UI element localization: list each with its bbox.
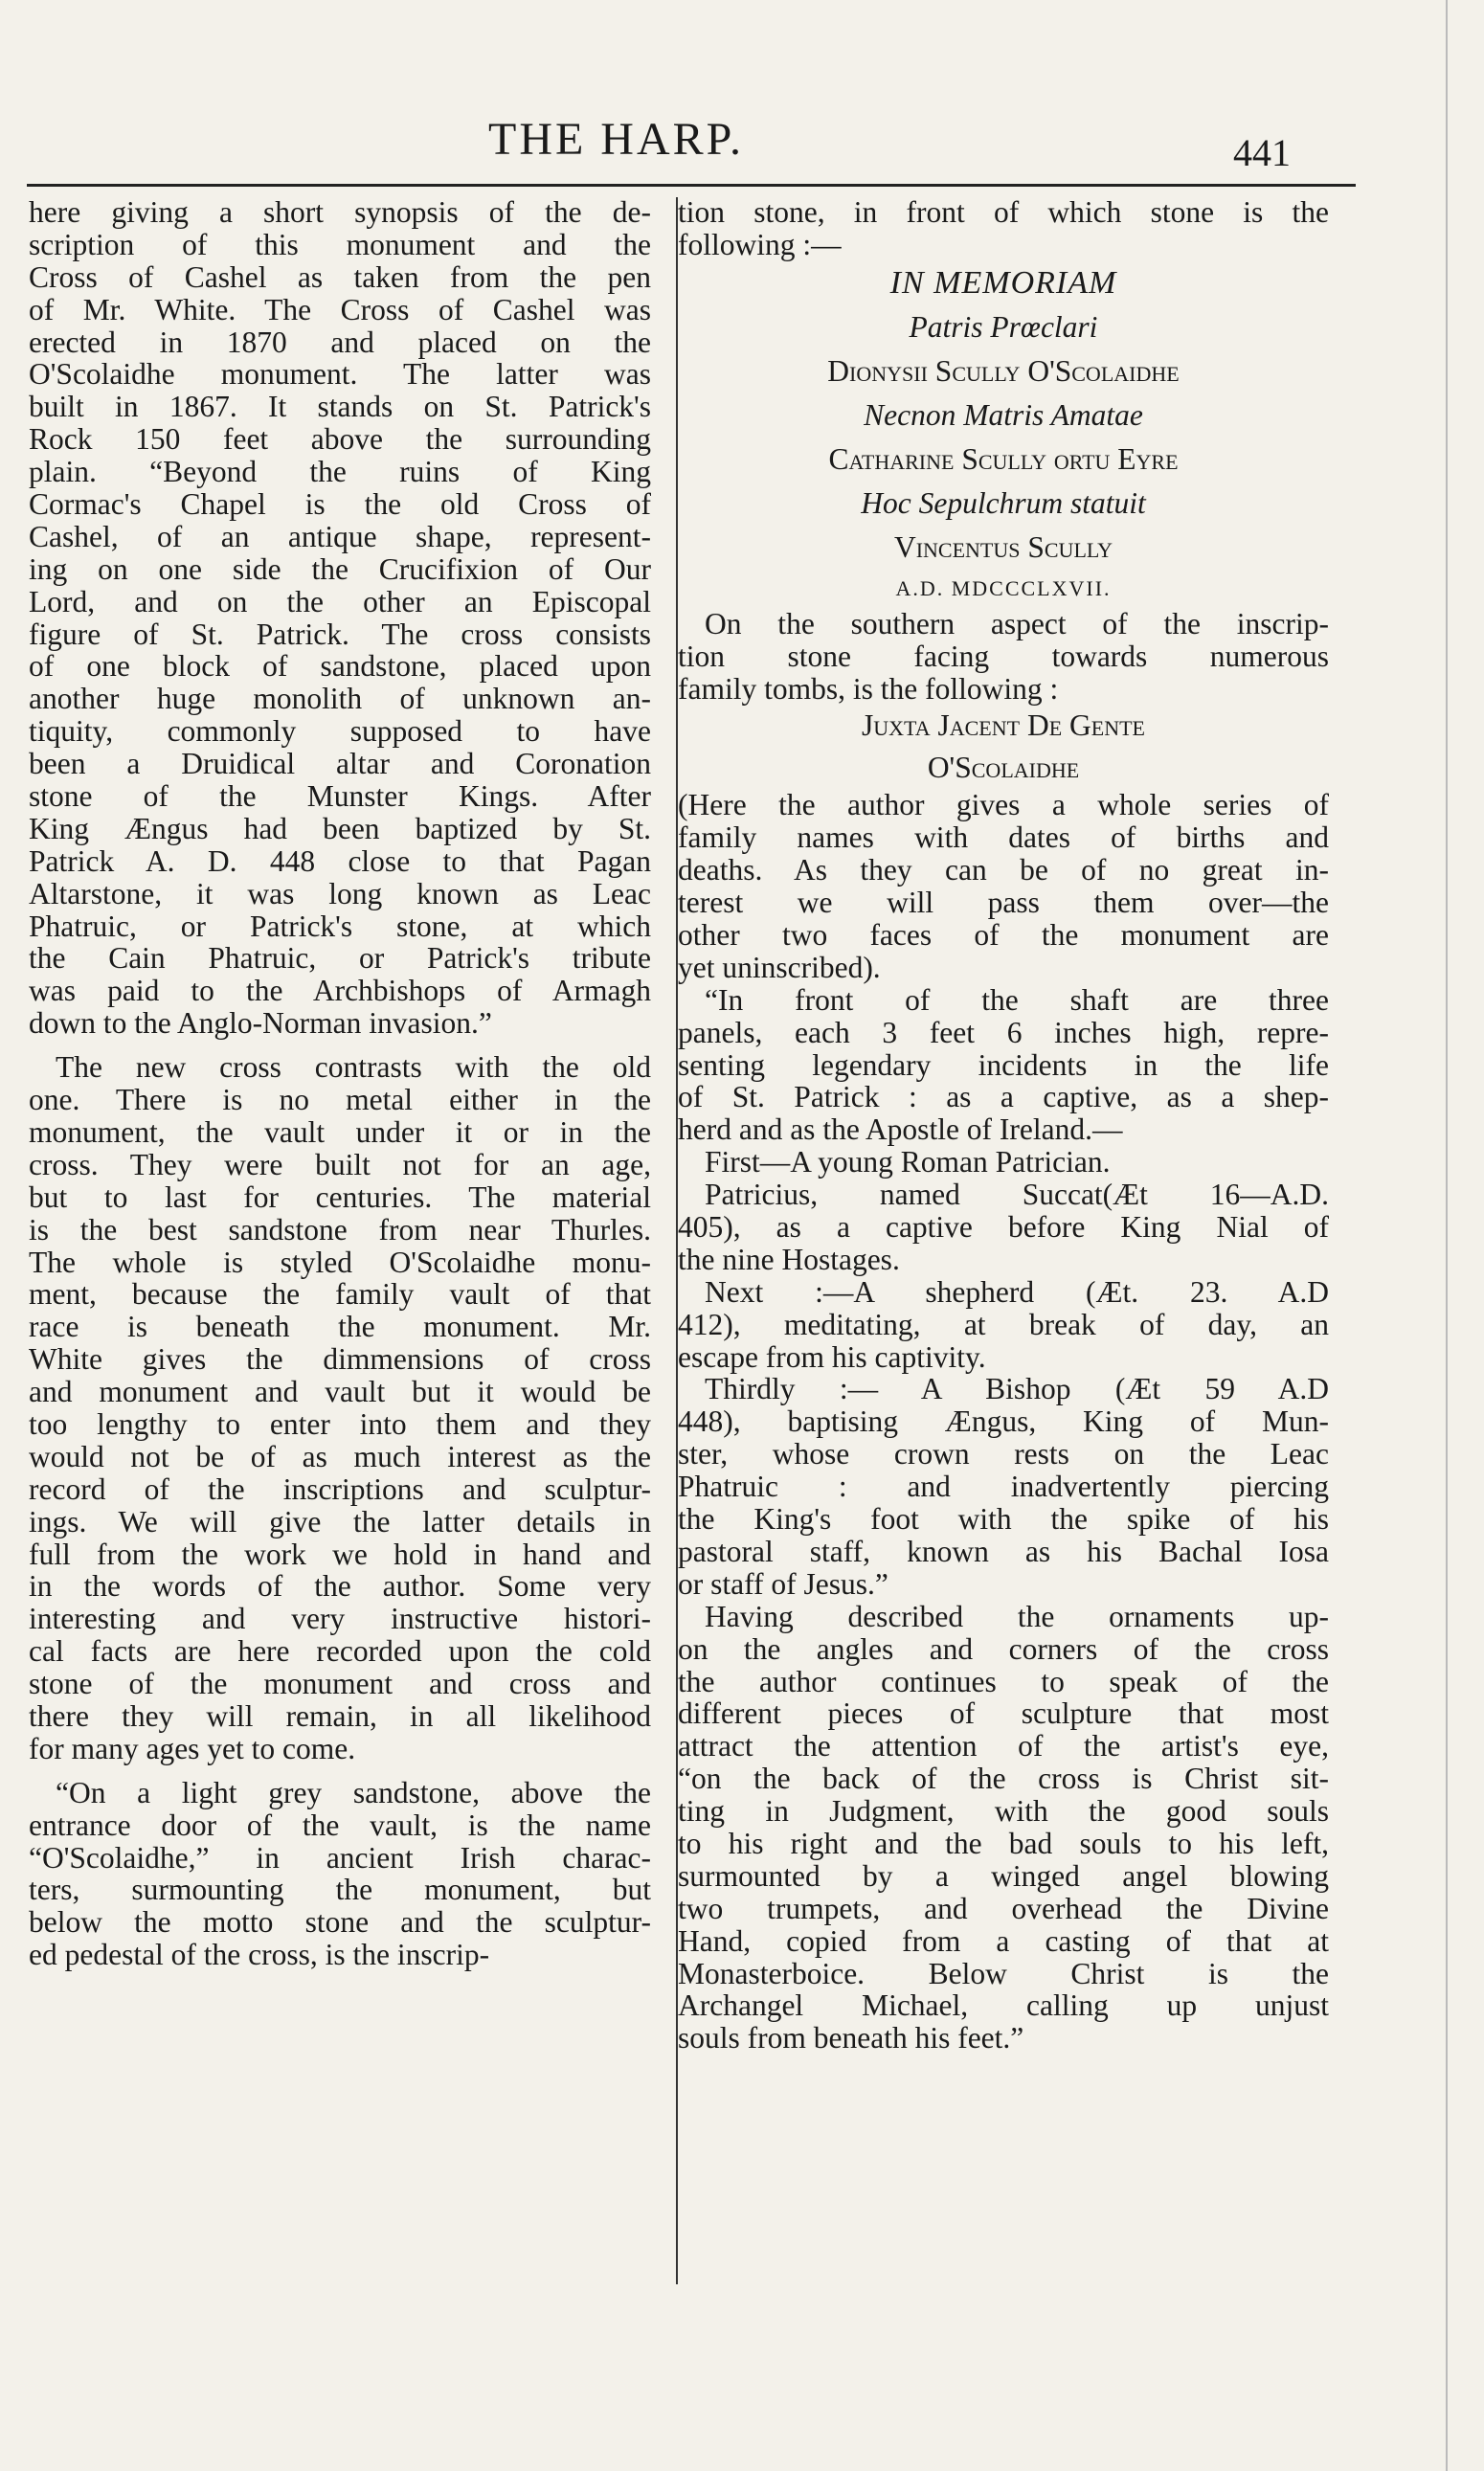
paragraph-gap bbox=[29, 1765, 651, 1777]
text-line: First—A young Roman Patrician. bbox=[705, 1145, 1111, 1179]
text-line: for many ages yet to come. bbox=[29, 1731, 356, 1765]
text-line: ters, surmounting the monument, but bbox=[29, 1873, 651, 1907]
text-line: but to last for centuries. The material bbox=[29, 1179, 651, 1214]
text-line: attract the attention of the artist's eye, bbox=[678, 1729, 1329, 1763]
text-line: Cashel, of an antique shape, represent- bbox=[29, 519, 651, 553]
text-line: tion stone facing towards numerous bbox=[678, 639, 1329, 673]
text-line: plain. “Beyond the ruins of King bbox=[29, 455, 651, 489]
text-line: deaths. As they can be of no great in- bbox=[678, 853, 1329, 887]
header-rule bbox=[27, 184, 1356, 187]
text-line: cal facts are here recorded upon the cold bbox=[29, 1634, 651, 1669]
text-line: been a Druidical altar and Coronation bbox=[29, 747, 651, 781]
text-line: Lord, and on the other an Episcopal bbox=[29, 584, 651, 618]
text-line: Phatruic : and inadvertently piercing bbox=[678, 1470, 1329, 1504]
text-line: Altarstone, it was long known as Leac bbox=[29, 876, 651, 910]
text-line: and monument and vault but it would be bbox=[29, 1375, 651, 1409]
text-line: cross. They were built not for an age, bbox=[29, 1147, 651, 1181]
text-line: one. There is no metal either in the bbox=[29, 1083, 651, 1117]
text-line: following :— bbox=[678, 227, 842, 261]
text-line: Patricius, named Succat(Æt 16—A.D. bbox=[705, 1178, 1329, 1212]
text-line: family names with dates of births and bbox=[678, 820, 1329, 855]
text-line: different pieces of sculpture that most bbox=[678, 1696, 1329, 1731]
text-line: two trumpets, and overhead the Divine bbox=[678, 1891, 1329, 1925]
text-line: White gives the dimmensions of cross bbox=[29, 1342, 651, 1377]
text-line: the Cain Phatruic, or Patrick's tribute bbox=[29, 941, 651, 976]
text-line: yet uninscribed). bbox=[678, 950, 881, 984]
text-line: On the southern aspect of the inscrip- bbox=[705, 606, 1329, 640]
text-line: family tombs, is the following : bbox=[678, 671, 1059, 706]
text-line: herd and as the Apostle of Ireland.— bbox=[678, 1112, 1123, 1147]
text-line: Cross of Cashel as taken from the pen bbox=[29, 259, 651, 294]
text-line: The whole is styled O'Scolaidhe monu- bbox=[29, 1245, 651, 1279]
text-line: Patrick A. D. 448 close to that Pagan bbox=[29, 843, 651, 878]
text-line: full from the work we hold in hand and bbox=[29, 1537, 651, 1571]
page-title: THE HARP. bbox=[488, 114, 745, 165]
text-line: the nine Hostages. bbox=[678, 1242, 900, 1276]
text-line: “O'Scolaidhe,” in ancient Irish charac- bbox=[29, 1840, 651, 1875]
text-line: erected in 1870 and placed on the bbox=[29, 325, 651, 359]
text-line: 405), as a captive before King Nial of bbox=[678, 1210, 1329, 1245]
text-line: tiquity, commonly supposed to have bbox=[29, 714, 651, 749]
text-line: Thirdly :— A Bishop (Æt 59 A.D bbox=[705, 1372, 1329, 1406]
text-line: surmounted by a winged angel blowing bbox=[678, 1858, 1329, 1893]
text-line: escape from his captivity. bbox=[678, 1339, 986, 1374]
text-line: entrance door of the vault, is the name bbox=[29, 1808, 651, 1842]
memoriam-line: Dionysii Scully O'Scolaidhe bbox=[827, 353, 1180, 388]
text-line: too lengthy to enter into them and they bbox=[29, 1406, 651, 1441]
text-line: pastoral staff, known as his Bachal Iosa bbox=[678, 1534, 1329, 1568]
text-line: terest we will pass them over—the bbox=[678, 886, 1329, 920]
memoriam-line: Catharine Scully ortu Eyre bbox=[828, 441, 1179, 476]
right-column bbox=[678, 196, 1329, 2055]
left-column bbox=[29, 196, 651, 1971]
text-line: built in 1867. It stands on St. Patrick's bbox=[29, 390, 651, 424]
text-line: ment, because the family vault of that bbox=[29, 1277, 651, 1312]
text-line: the King's foot with the spike of his bbox=[678, 1502, 1329, 1537]
right-column-mid bbox=[678, 608, 1329, 706]
page-edge bbox=[1446, 0, 1448, 2471]
text-line: Next :—A shepherd (Æt. 23. A.D bbox=[705, 1274, 1329, 1309]
text-line: of St. Patrick : as a captive, as a shep- bbox=[678, 1080, 1329, 1114]
text-line: The new cross contrasts with the old bbox=[56, 1050, 651, 1085]
text-line: Monasterboice. Below Christ is the bbox=[678, 1956, 1329, 1990]
text-line: “In front of the shaft are three bbox=[705, 982, 1329, 1017]
text-line: 412), meditating, at break of day, an bbox=[678, 1307, 1329, 1341]
text-line: of Mr. White. The Cross of Cashel was bbox=[29, 292, 651, 326]
text-line: monument, the vault under it or in the bbox=[29, 1114, 651, 1149]
text-line: there they will remain, in all likelihood bbox=[29, 1698, 651, 1733]
text-line: another huge monolith of unknown an- bbox=[29, 682, 651, 716]
memoriam-date: A.D. MDCCCLXVII. bbox=[895, 575, 1112, 600]
text-line: “on the back of the cross is Christ sit- bbox=[678, 1762, 1329, 1796]
text-line: of one block of sandstone, placed upon bbox=[29, 649, 651, 684]
text-line: senting legendary incidents in the life bbox=[678, 1047, 1329, 1082]
text-line: interesting and very instructive histori- bbox=[29, 1602, 651, 1636]
text-line: is the best sandstone from near Thurles. bbox=[29, 1212, 651, 1247]
text-line: scription of this monument and the bbox=[29, 227, 651, 261]
text-line: other two faces of the monument are bbox=[678, 918, 1329, 953]
memoriam-title: IN MEMORIAM bbox=[889, 264, 1117, 301]
text-line: down to the Anglo-Norman invasion.” bbox=[29, 1006, 492, 1041]
text-line: to his right and the bad souls to his left, bbox=[678, 1826, 1329, 1860]
text-line: below the motto stone and the sculptur- bbox=[29, 1905, 651, 1940]
memoriam-line: Vincentus Scully bbox=[893, 529, 1113, 564]
text-line: Rock 150 feet above the surrounding bbox=[29, 422, 651, 457]
text-line: souls from beneath his feet.” bbox=[678, 2021, 1024, 2055]
text-line: on the angles and corners of the cross bbox=[678, 1631, 1329, 1666]
text-line: race is beneath the monument. Mr. bbox=[29, 1310, 651, 1344]
text-line: here giving a short synopsis of the de- bbox=[29, 195, 651, 229]
text-line: would not be of as much interest as the bbox=[29, 1439, 651, 1473]
text-line: stone of the Munster Kings. After bbox=[29, 779, 651, 814]
text-line: “On a light grey sandstone, above the bbox=[56, 1775, 651, 1809]
text-line: in the words of the author. Some very bbox=[29, 1569, 651, 1604]
right-column-rest bbox=[678, 789, 1329, 2055]
right-column-intro bbox=[678, 196, 1329, 261]
page-number: 441 bbox=[1233, 131, 1291, 174]
text-line: Phatruic, or Patrick's stone, at which bbox=[29, 909, 651, 943]
text-line: (Here the author gives a whole series of bbox=[678, 788, 1329, 822]
memoriam-line: Patris Prœclari bbox=[909, 309, 1098, 344]
text-line: figure of St. Patrick. The cross consists bbox=[29, 617, 651, 651]
memoriam-line: Necnon Matris Amatae bbox=[864, 397, 1143, 432]
latin-inscription-line: O'Scolaidhe bbox=[927, 751, 1080, 785]
latin-inscription-line: Juxta Jacent De Gente bbox=[862, 708, 1145, 743]
text-line: Having described the ornaments up- bbox=[705, 1599, 1329, 1633]
text-line: Cormac's Chapel is the old Cross of bbox=[29, 487, 651, 522]
memoriam-line: Hoc Sepulchrum statuit bbox=[861, 485, 1146, 520]
text-line: Hand, copied from a casting of that at bbox=[678, 1923, 1329, 1958]
text-line: ings. We will give the latter details in bbox=[29, 1504, 651, 1539]
text-line: Archangel Michael, calling up unjust bbox=[678, 1988, 1329, 2023]
text-line: ster, whose crown rests on the Leac bbox=[678, 1437, 1329, 1471]
text-line: O'Scolaidhe monument. The latter was bbox=[29, 357, 651, 392]
text-line: ed pedestal of the cross, is the inscrip- bbox=[29, 1938, 490, 1972]
text-line: record of the inscriptions and sculptur- bbox=[29, 1471, 651, 1506]
text-line: ing on one side the Crucifixion of Our bbox=[29, 551, 651, 586]
text-line: the author continues to speak of the bbox=[678, 1664, 1329, 1698]
text-line: ting in Judgment, with the good souls bbox=[678, 1794, 1329, 1829]
text-line: or staff of Jesus.” bbox=[678, 1566, 888, 1601]
text-line: panels, each 3 feet 6 inches high, repre- bbox=[678, 1015, 1329, 1049]
text-line: 448), baptising Ængus, King of Mun- bbox=[678, 1404, 1329, 1439]
text-line: stone of the monument and cross and bbox=[29, 1667, 651, 1701]
text-line: tion stone, in front of which stone is the bbox=[678, 195, 1329, 229]
text-line: was paid to the Archbishops of Armagh bbox=[29, 974, 651, 1008]
text-line: King Ængus had been baptized by St. bbox=[29, 811, 651, 845]
